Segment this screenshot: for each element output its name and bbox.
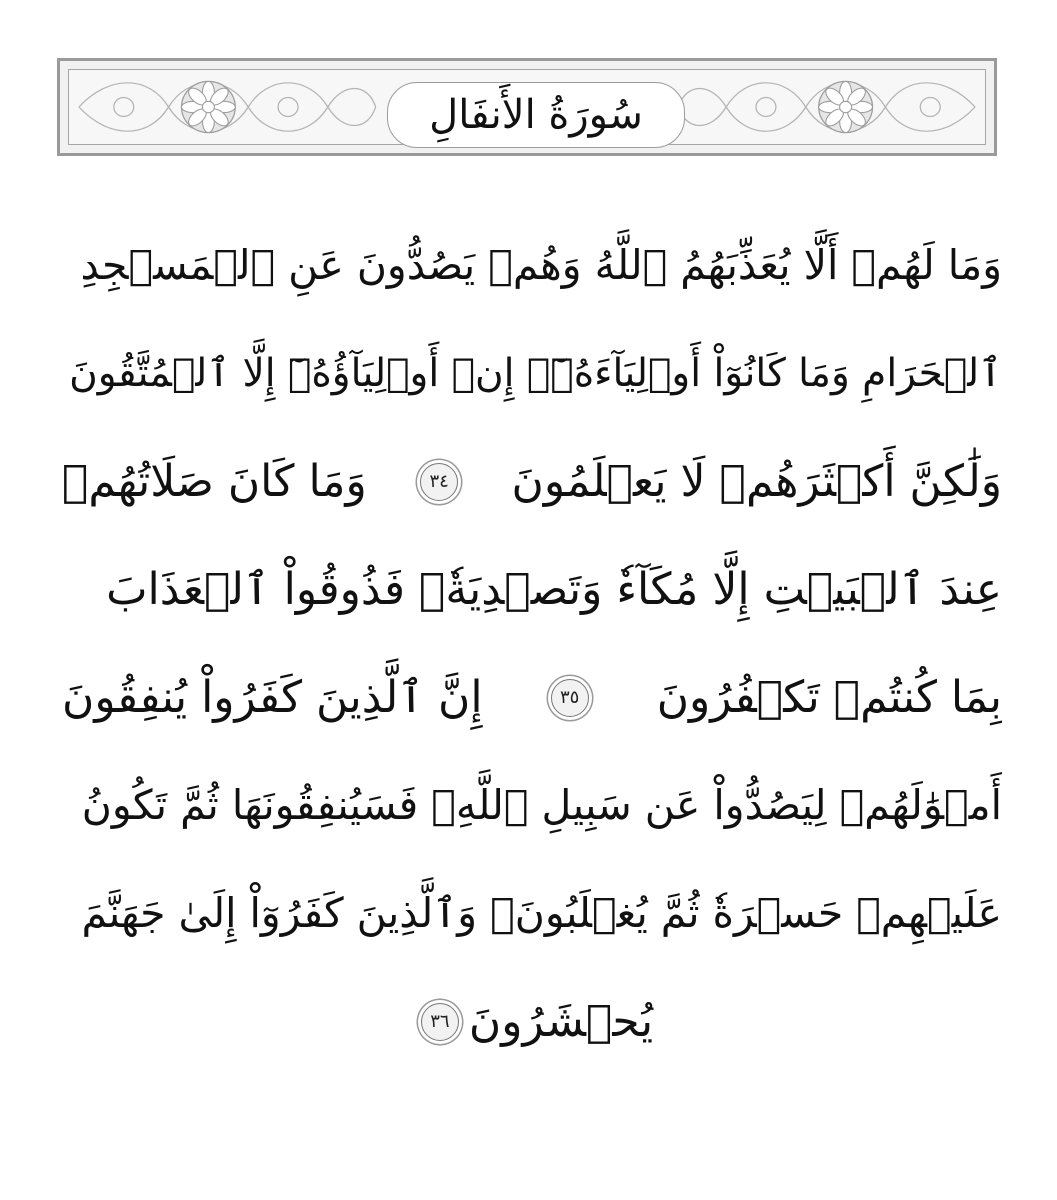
ayah-number-marker: ٣٤: [420, 463, 458, 501]
verse-line-5: [62, 644, 1002, 752]
ayah-number-marker: ٣٦: [421, 1003, 459, 1041]
verse-line-1: [62, 212, 1002, 320]
verse-line-7: [62, 860, 1002, 968]
verse-line-text: يُحۡشَرُونَ: [468, 996, 654, 1048]
surah-title-cartouche: [387, 82, 685, 148]
surah-header-inner-border: [68, 69, 986, 145]
verse-line-8: [62, 968, 1002, 1076]
verse-line-text: وَمَا كَانَ صَلَاتُهُمۡ: [62, 456, 367, 508]
surah-title: سُورَةُ الأَنفَالِ: [429, 92, 643, 138]
verse-line-text: ٱلۡحَرَامِ وَمَا كَانُوٓاْ أَوۡلِيَآءَهُۥٓۚ إِنۡ أَوۡلِيَآؤُهُۥٓ إِلَّا ٱلۡمُتَّقُونَ: [69, 350, 1002, 396]
verse-line-text: أَمۡوَٰلَهُمۡ لِيَصُدُّواْ عَن سَبِيلِ ٱللَّهِۚ فَسَيُنفِقُونَهَا ثُمَّ تَكُونُ: [81, 781, 1002, 830]
verse-line-text: وَمَا لَهُمۡ أَلَّا يُعَذِّبَهُمُ ٱللَّهُ وَهُمۡ يَصُدُّونَ عَنِ ٱلۡمَسۡجِدِ: [80, 241, 1002, 290]
verse-line-2: [62, 320, 1002, 428]
surah-header-frame: [57, 58, 997, 156]
verse-line-3: [62, 428, 1002, 536]
verse-line-text: بِمَا كُنتُمۡ تَكۡفُرُونَ: [656, 672, 1002, 724]
verse-line-text: عَلَيۡهِمۡ حَسۡرَةٗ ثُمَّ يُغۡلَبُونَۗ وَٱلَّذِينَ كَفَرُوٓاْ إِلَىٰ جَهَنَّمَ: [81, 889, 1002, 938]
verse-line-text: عِندَ ٱلۡبَيۡتِ إِلَّا مُكَآءٗ وَتَصۡدِيَةٗۚ فَذُوقُواْ ٱلۡعَذَابَ: [106, 564, 1002, 616]
verse-line-4: [62, 536, 1002, 644]
verse-line-6: [62, 752, 1002, 860]
verse-line-text: وَلَٰكِنَّ أَكۡثَرَهُمۡ لَا يَعۡلَمُونَ: [511, 456, 1002, 508]
verse-line-text: إِنَّ ٱلَّذِينَ كَفَرُواْ يُنفِقُونَ: [62, 672, 483, 724]
verse-lines: [62, 212, 1002, 1076]
ayah-number-marker: ٣٥: [551, 679, 589, 717]
